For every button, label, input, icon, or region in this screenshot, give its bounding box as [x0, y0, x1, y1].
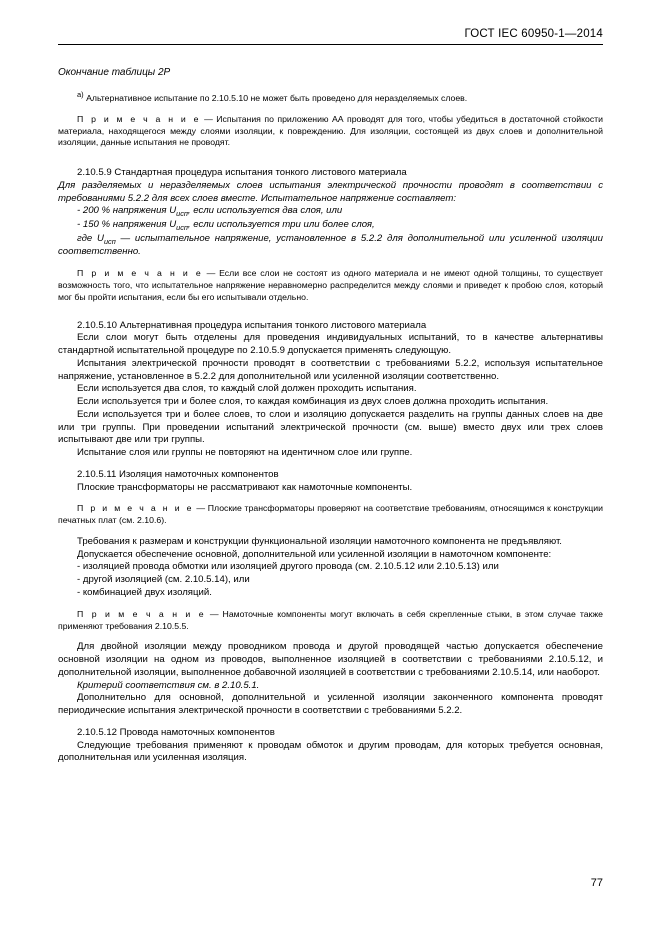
note-body: — Если все слои не состоят из одного материала и не имеют одной толщины, то существует возможность того, что испытательное напряжение неравномерно распределится между слоями и приведет к пробою слоя, который мог бы пройти испытания, если бы его испытывали отдельно. — [58, 268, 603, 302]
note-lead: П р и м е ч а н и е — [77, 268, 203, 279]
section-bullet: - комбинацией двух изоляций. — [77, 586, 212, 598]
section-bullet: - изоляцией провода обмотки или изоляцией другого провода (см. 2.10.5.12 или 2.10.5.13) или — [77, 561, 499, 573]
section-2-10-5-9 — [58, 167, 603, 259]
section-paragraph: Требования к размерам и конструкции функциональной изоляции намоточного компонента не предъявляют. — [77, 535, 562, 547]
section-2-10-5-11-end — [58, 641, 603, 718]
note-2-10-5-9 — [58, 268, 603, 303]
footnote-a-text — [58, 90, 603, 105]
note-appendix-aa — [58, 114, 603, 149]
table-continuation-label: Окончание таблицы 2Р — [58, 67, 171, 78]
section-bullet: - другой изоляцией (см. 2.10.5.14), или — [77, 574, 250, 586]
section-heading: 2.10.5.11 Изоляция намоточных компонентов — [77, 468, 279, 480]
section-paragraph: где $U_{исп}$ — испытательное напряжение, установленное в 5.2.2 для дополнительной или усиленной изоляции соответственно. — [58, 232, 603, 258]
section-paragraph: Если слои могут быть отделены для проведения индивидуальных испытаний, то в качестве альтернативы стандартной испытательной процедуре по 2.10.5.9 допускается применять следующую. — [58, 332, 603, 357]
note-body: — Плоские трансформаторы проверяют на соответствие требованиям, относящимся к конструкции печатных плат (см. 2.10.6). — [58, 503, 603, 526]
section-paragraph: Если используется три и более слоя, то каждая комбинация из двух слоев должна проходить испытания. — [77, 396, 549, 408]
note-2-10-5-11-second — [58, 609, 603, 633]
note-lead: П р и м е ч а н и е — [77, 503, 194, 514]
section-heading: 2.10.5.10 Альтернативная процедура испытания тонкого листового материала — [77, 319, 427, 331]
section-2-10-5-11-cont — [58, 536, 603, 600]
section-heading: 2.10.5.12 Провода намоточных компонентов — [77, 726, 275, 738]
footnote-marker: a) — [77, 90, 84, 99]
section-paragraph: Если используется два слоя, то каждый слой должен проходить испытания. — [77, 383, 417, 395]
section-paragraph: Допускается обеспечение основной, дополнительной или усиленной изоляции в намоточном компоненте: — [77, 548, 552, 560]
note-body: — Испытания по приложению АА проводят для того, чтобы убедиться в достаточной стойкости материала, находящегося между слоями изоляции, к повреждению. Для изоляции, состоящей из двух слоев и дополнительной изоляции, данные испытания не проводят. — [58, 113, 603, 148]
section-paragraph: Если используется три и более слоев, то слои и изоляцию допускается разделить на группы данных слоев на две или три группы. При проведении испытаний электрической прочности (см. выше) вместо двух или трех слоев испытывают две или три группы. — [58, 408, 603, 446]
section-2-10-5-11 — [58, 469, 603, 495]
footnote-a — [58, 90, 603, 105]
section-bullet: - 200 % напряжения $U_{исп}$, если используется два слоя, или — [77, 205, 343, 219]
section-paragraph: Испытания электрической прочности проводят в соответствии с требованиями 5.2.2, используя испытательное напряжение, установленное в 5.2.2 для дополнительной или усиленной изоляции соответственно. — [58, 357, 603, 382]
note-lead: П р и м е ч а н и е — [77, 608, 206, 619]
page-number: 77 — [590, 877, 603, 889]
section-heading: 2.10.5.9 Стандартная процедура испытания тонкого листового материала — [77, 167, 407, 179]
section-2-10-5-10 — [58, 320, 603, 460]
section-bullet: - 150 % напряжения $U_{исп}$, если используется три или более слоя, — [77, 219, 375, 232]
section-paragraph: Для разделяемых и неразделяемых слоев испытания электрической прочности проводят в соответствии с требованиями 5.2.2 для всех слоев вместе. Испытательное напряжение составляет: — [58, 179, 603, 204]
section-paragraph: Для двойной изоляции между проводником провода и другой проводящей частью допускается обеспечение основной изоляции на одном из проводов, выполненное изоляцией в соответствии с требованиями 2.10.5.12, и дополнительной изоляции, выполненное добавочной изоляцией в соответствии с требованиями 2.10.5.14, или наоборот. — [58, 641, 603, 678]
section-2-10-5-12 — [58, 727, 603, 765]
section-paragraph: Следующие требования применяют к проводам обмоток и другим проводам, для которых требуется основная, дополнительная или усиленная изоляция. — [58, 739, 603, 764]
note-2-10-5-11 — [58, 503, 603, 527]
page-header: ГОСТ IEC 60950-1—2014 — [58, 28, 603, 45]
section-paragraph: Испытание слоя или группы не повторяют на идентичном слое или группе. — [77, 447, 413, 459]
note-lead: П р и м е ч а н и е — [77, 113, 201, 124]
section-paragraph: Дополнительно для основной, дополнительной и усиленной изоляции законченного компонента проводят периодические испытания электрической прочности в соответствии с требованиями 5.2.2. — [58, 692, 603, 717]
section-paragraph: Критерий соответствия см. в 2.10.5.1. — [77, 679, 260, 691]
footnote-a-body: Альтернативное испытание по 2.10.5.10 не может быть проведено для неразделяемых слоев. — [86, 92, 468, 103]
note-body: — Намоточные компоненты могут включать в себя скрепленные стыки, в этом случае также применяют требования 2.10.5.5. — [58, 608, 603, 631]
section-paragraph: Плоские трансформаторы не рассматривают как намоточные компоненты. — [77, 481, 413, 493]
